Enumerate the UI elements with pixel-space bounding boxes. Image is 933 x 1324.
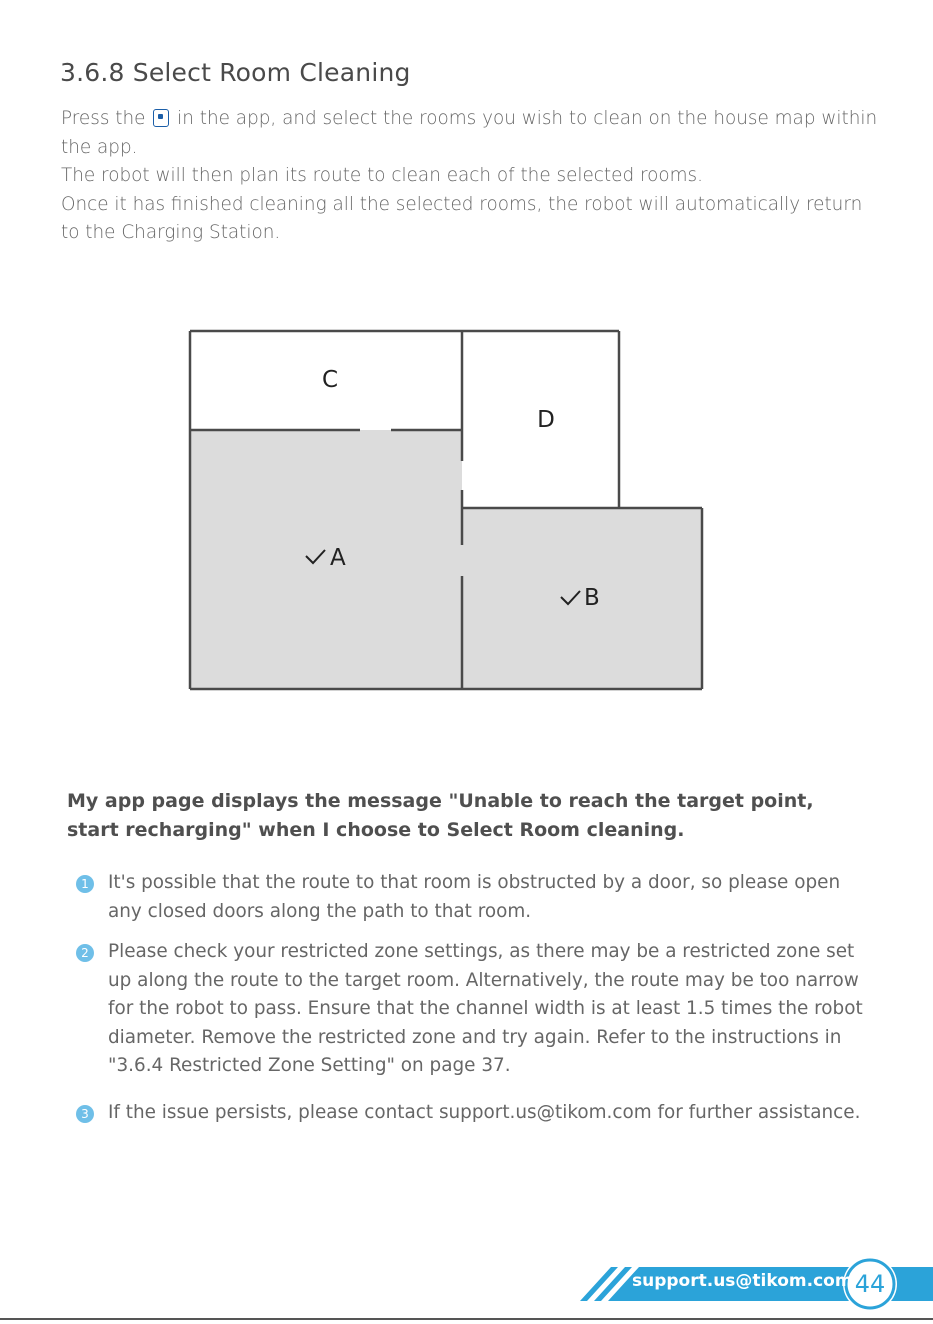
intro-line-1-after: in the app, and select the rooms you wish to clean on the house map within the app.: [61, 108, 878, 158]
footer-email-link[interactable]: support.us@tikom.com: [632, 1271, 853, 1291]
page-number: 44: [854, 1270, 886, 1298]
faq-item: [76, 1099, 866, 1128]
faq-item-text: If the issue persists, please contact support.us@tikom.com for further assistance.: [108, 1101, 861, 1123]
intro-line-1-before: Press the: [61, 108, 146, 129]
room-label-a[interactable]: A: [330, 545, 346, 571]
number-badge: 2: [76, 944, 94, 962]
faq-question: My app page displays the message "Unable to reach the target point, start recharging" when I choose to Select Room cleaning.: [67, 790, 814, 841]
faq-list: [76, 869, 866, 1127]
faq-item: [76, 869, 866, 926]
number-badge: 1: [76, 875, 94, 893]
room-a-fill: [190, 430, 462, 689]
room-label-c[interactable]: C: [321, 367, 339, 393]
room-label-b[interactable]: B: [584, 585, 600, 611]
number-badge: 3: [76, 1105, 94, 1123]
faq-item-text: Please check your restricted zone settings, as there may be a restricted zone set up along the route to the target room. Alternatively, the route may be too narrow for the robot to pass. Ensure that the channel width is at least 1.5 times the robot diameter. Remove the restricted zone and try again. Refer to the instructions in "3.6.4 Restricted Zone Setting" on page 37.: [108, 941, 863, 1076]
faq-item-text: It's possible that the route to that room is obstructed by a door, so please open any closed doors along the path to that room.: [108, 872, 841, 922]
bottom-divider: [0, 1318, 933, 1320]
faq-item: [76, 938, 866, 1081]
intro-line-3: Once it has finished cleaning all the selected rooms, the robot will automatically return to the Charging Station.: [61, 193, 863, 243]
room-label-d[interactable]: D: [537, 407, 555, 433]
intro-line-2: The robot will then plan its route to clean each of the selected rooms.: [61, 165, 703, 186]
room-b-fill: [462, 508, 702, 689]
page-title: 3.6.8 Select Room Cleaning: [60, 58, 411, 87]
